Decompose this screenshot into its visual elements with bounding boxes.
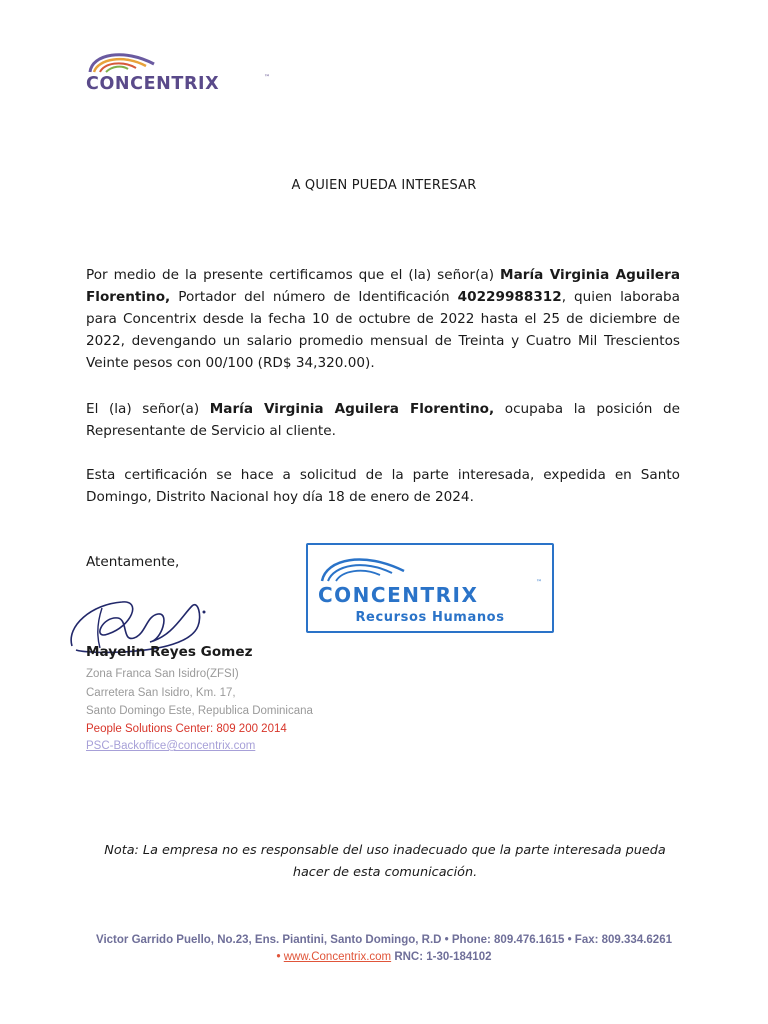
signer-name: Mayelin Reyes Gomez [86, 644, 253, 660]
concentrix-logo [84, 46, 284, 96]
employee-name-2: María Virginia Aguilera Florentino, [209, 401, 495, 417]
footer-bullet: • [276, 951, 284, 963]
letter-footer [0, 932, 768, 966]
website-link[interactable]: www.Concentrix.com [283, 951, 392, 963]
phone-line: People Solutions Center: 809 200 2014 [86, 723, 287, 735]
p2-text-a: El (la) señor(a) [86, 401, 210, 417]
address-line-2: Carretera San Isidro, Km. 17, [86, 687, 236, 699]
paragraph-certification [86, 264, 680, 374]
p2-text-b: ocupaba la posición de Representante de Servicio al cliente. [86, 401, 680, 439]
p1-text-b: Portador del número de Identificación [170, 289, 458, 305]
footer-rnc: RNC: 1-30-184102 [391, 951, 492, 963]
stamp-swoosh-icon [318, 551, 408, 585]
footer-web-line [0, 949, 768, 966]
id-number: 40229988312 [457, 289, 562, 305]
stamp-trademark: ™ [536, 579, 542, 586]
address-line-3: Santo Domingo Este, Republica Dominicana [86, 705, 313, 717]
email-link[interactable]: PSC-Backoffice@concentrix.com [86, 740, 256, 752]
footer-address-line: Victor Garrido Puello, No.23, Ens. Piantini, Santo Domingo, R.D • Phone: 809.476.1615 • Fax: 809.334.6261 [95, 934, 672, 946]
p1-text-c: , quien laboraba para Concentrix desde la fecha 10 de octubre de 2022 hasta el 25 de diciembre de 2022, devengando un salario promedio mensual de Treinta y Cuatro Mil Trescientos Veinte pesos con 00/100 (RD$ 34,320.00). [86, 289, 680, 371]
employee-name: María Virginia Aguilera Florentino, [86, 267, 681, 305]
disclaimer-note: Nota: La empresa no es responsable del uso inadecuado que la parte interesada pueda hacer de esta comunicación. [104, 843, 666, 880]
paragraph-issuance: Esta certificación se hace a solicitud de la parte interesada, expedida en Santo Domingo, Distrito Nacional hoy día 18 de enero de 2024. [86, 467, 680, 505]
logo-wordmark: CONCENTRIX [86, 74, 220, 94]
letter-heading: A QUIEN PUEDA INTERESAR [291, 178, 477, 193]
hr-stamp [306, 543, 554, 633]
p1-text-a: Por medio de la presente certificamos que el (la) señor(a) [86, 267, 501, 283]
closing-salutation: Atentamente, [86, 554, 180, 570]
paragraph-position [86, 398, 680, 442]
logo-trademark: ™ [264, 74, 270, 81]
logo-swoosh-icon [84, 46, 164, 76]
stamp-title: CONCENTRIX [318, 583, 479, 607]
stamp-subtitle: Recursos Humanos [355, 610, 505, 625]
address-line-1: Zona Franca San Isidro(ZFSI) [86, 668, 239, 680]
